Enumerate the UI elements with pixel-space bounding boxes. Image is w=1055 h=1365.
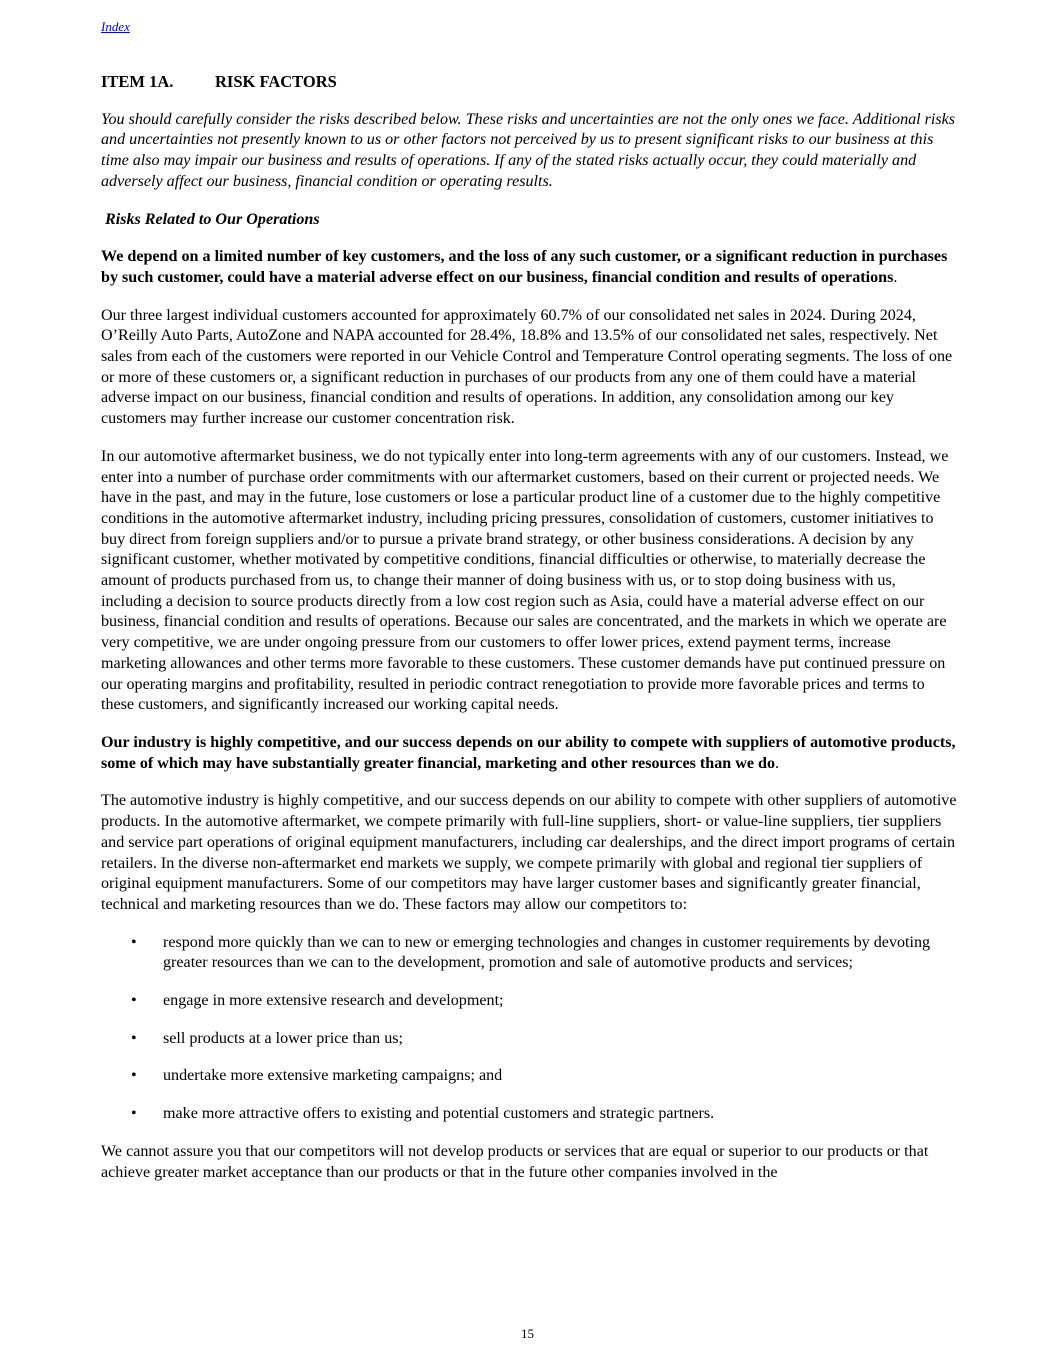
risk2-heading: Our industry is highly competitive, and our success depends on our ability to compete with suppliers of automotive products, some of which may have substantially greater financial, marketing and other resources than we do [101,733,956,772]
risk2-paragraph-2: We cannot assure you that our competitors will not develop products or services that are equal or superior to our products or that achieve greater market acceptance than our products or that in the future other companies involved in the [101,1142,929,1181]
bullet-icon: • [131,933,137,951]
competitor-advantages-list [101,933,957,1125]
list-item [101,1104,957,1125]
list-item-text: sell products at a lower price than us; [163,1029,403,1047]
intro-paragraph: You should carefully consider the risks described below. These risks and uncertainties are not the only ones we face. Additional risks and uncertainties not presently known to us or other factors not perceived by us to present significant risks to our business at this time also may impair our business and results of operations. If any of the stated risks actually occur, they could materially and adversely affect our business, financial condition or operating results. [101,110,956,190]
risk1-heading: We depend on a limited number of key customers, and the loss of any such customer, or a significant reduction in purchases by such customer, could have a material adverse effect on our business, financial condition and results of operations [101,248,948,286]
risk1-paragraph-1: Our three largest individual customers accounted for approximately 60.7% of our consolidated net sales in 2024. During 2024, O’Reilly Auto Parts, AutoZone and NAPA accounted for 28.4%, 18.8% and 13.5% of our consolidated net sales, respectively. Net sales from each of the customers were reported in our Vehicle Control and Temperature Control operating segments. The loss of one or more of these customers or, a significant reduction in purchases of our products from any one of them could have a material adverse impact on our business, financial condition and results of operations. In addition, any consolidation among our key customers may further increase our customer concentration risk. [101,306,953,428]
risk2-heading-end: . [775,754,780,772]
list-item-text: make more attractive offers to existing and potential customers and strategic partners. [163,1105,715,1123]
bullet-icon: • [131,1029,137,1047]
item-number: ITEM 1A. [101,72,174,91]
list-item [101,933,957,974]
risk2-paragraph-1: The automotive industry is highly competitive, and our success depends on our ability to compete with other suppliers of automotive products. In the automotive aftermarket, we compete primarily with full-line suppliers, short- or value-line suppliers, tier suppliers and service part operations of original equipment manufacturers, including car dealerships, and the direct import programs of certain retailers. In the diverse non-aftermarket end markets we supply, we compete primarily with global and regional tier suppliers of original equipment manufacturers. Some of our competitors may have larger customer bases and significantly greater financial, technical and marketing resources than we do. These factors may allow our competitors to: [101,792,957,913]
bullet-icon: • [131,1105,137,1123]
page-number: 15 [521,1326,534,1341]
risk1-heading-paragraph [101,247,957,288]
risk2-heading-paragraph [101,733,957,774]
risk1-paragraph-2: In our automotive aftermarket business, we do not typically enter into long-term agreements with any of our customers. Instead, we enter into a number of purchase order commitments with our aftermarket customers, based on their current or projected needs. We have in the past, and may in the future, lose customers or lose a particular product line of a customer due to the highly competitive conditions in the automotive aftermarket industry, including pricing pressures, consolidation of customers, customer initiatives to buy direct from foreign suppliers and/or to pursue a private brand strategy, or other business considerations. A decision by any significant customer, whether motivated by competitive conditions, financial difficulties or otherwise, to materially decrease the amount of products purchased from us, to change their manner of doing business with us, or to stop doing business with us, including a decision to source products directly from a low cost region such as Asia, could have a material adverse effect on our business, financial condition and results of operations. Because our sales are concentrated, and the markets in which we operate are very competitive, we are under ongoing pressure from our customers to offer lower prices, extend payment terms, increase marketing allowances and other terms more favorable to these customers. These customer demands have put continued pressure on our operating margins and profitability, resulted in periodic contract renegotiation to provide more favorable prices and terms to these customers, and significantly increased our working capital needs. [101,447,949,714]
bullet-icon: • [131,992,137,1010]
risk1-heading-end: . [893,268,898,286]
list-item [101,1066,957,1087]
list-item [101,991,957,1012]
bullet-icon: • [131,1067,137,1085]
list-item-text: respond more quickly than we can to new or emerging technologies and changes in customer requirements by devoting greater resources than we can to the development, promotion and sale of automotive products and services; [163,933,931,972]
item-heading [101,72,957,93]
index-link[interactable]: Index [101,19,130,34]
list-item [101,1029,957,1050]
section-heading: Risks Related to Our Operations [105,210,320,228]
item-title: RISK FACTORS [215,72,337,91]
list-item-text: engage in more extensive research and development; [163,992,504,1010]
document-body [101,72,957,1200]
list-item-text: undertake more extensive marketing campaigns; and [163,1067,503,1085]
